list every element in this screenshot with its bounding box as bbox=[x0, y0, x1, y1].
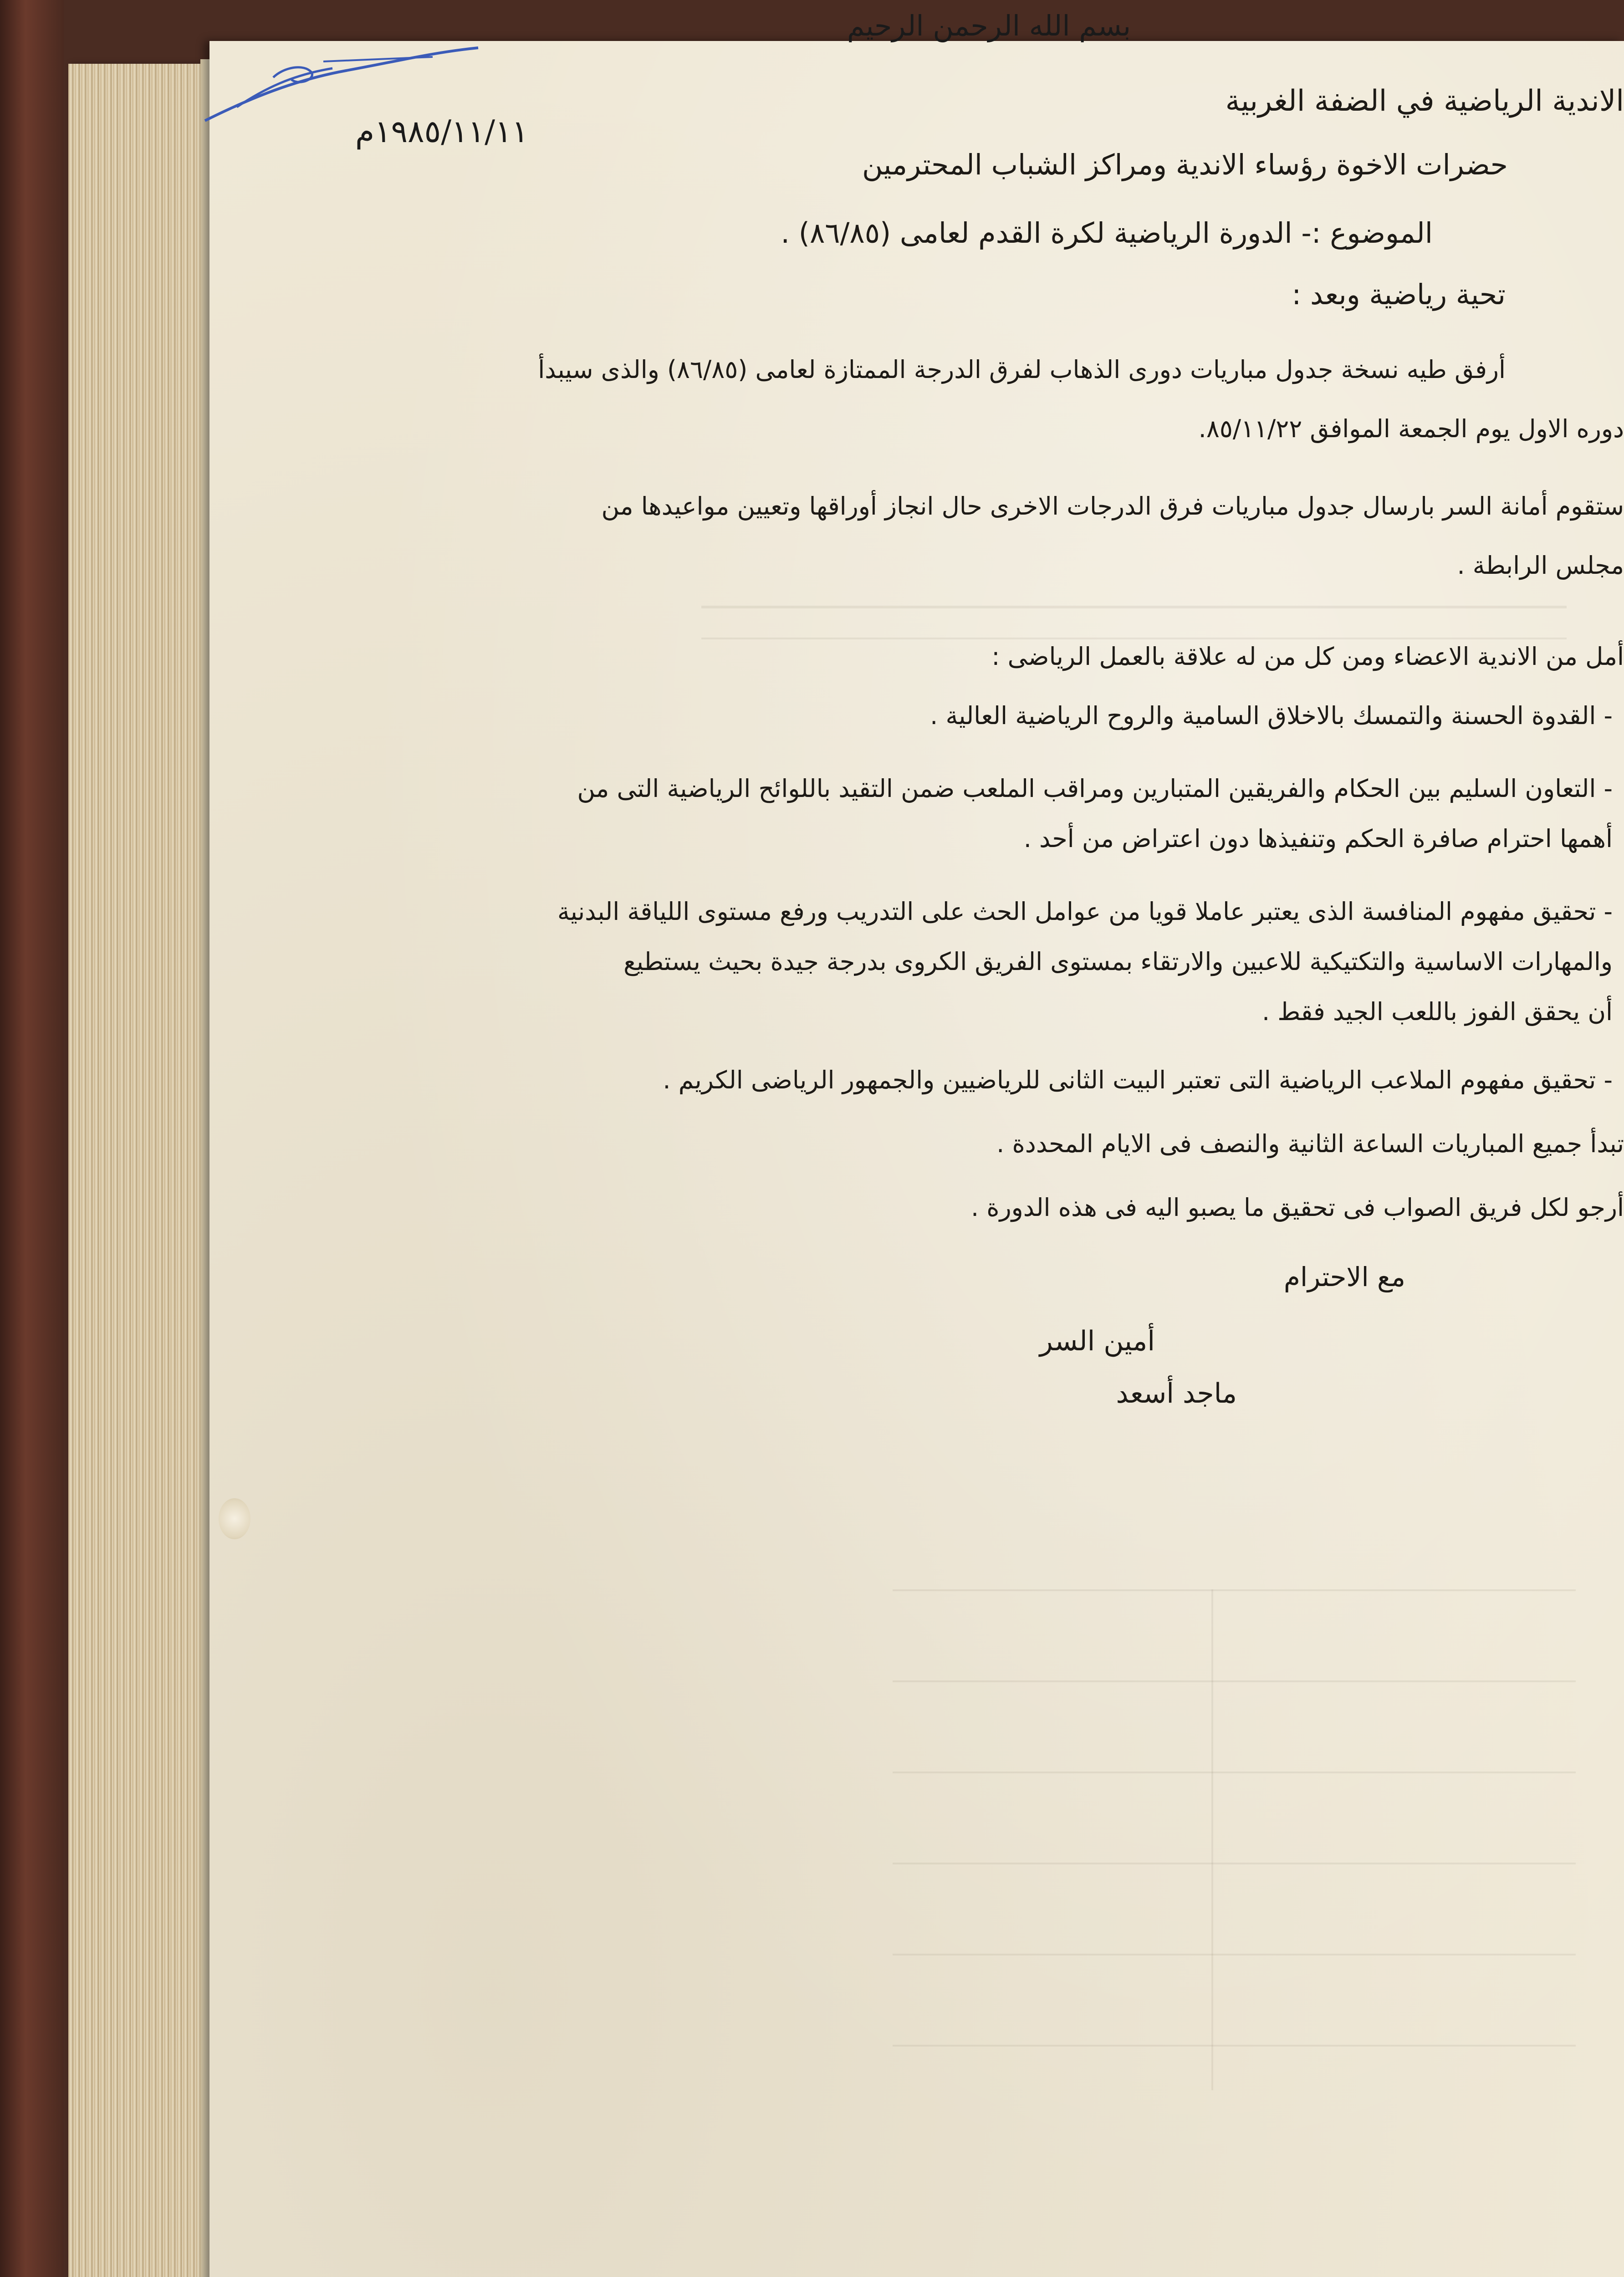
pen-scribble-icon bbox=[196, 43, 487, 134]
show-through-line bbox=[893, 1589, 1576, 1591]
salutation: حضرات الاخوة رؤساء الاندية ومراكز الشباب المحترمين bbox=[862, 148, 1508, 181]
body-line: أرجو لكل فريق الصواب فى تحقيق ما يصبو اليه فى هذه الدورة . bbox=[970, 1193, 1624, 1222]
body-line: دوره الاول يوم الجمعة الموافق ٨٥/١١/٢٢. bbox=[1198, 414, 1624, 443]
body-line: مجلس الرابطة . bbox=[1457, 551, 1624, 580]
greeting: تحية رياضية وبعد : bbox=[1292, 278, 1506, 311]
letter-date: ١٩٨٥/١١/١١م bbox=[355, 114, 529, 150]
bullet-item: - التعاون السليم بين الحكام والفريقين المتبارين ومراقب الملعب ضمن التقيد باللوائح الرياضية التى من bbox=[577, 774, 1613, 803]
body-line: أرفق طيه نسخة جدول مباريات دورى الذهاب لفرق الدرجة الممتازة لعامى (٨٦/٨٥) والذى سيبدأ bbox=[538, 355, 1506, 384]
show-through-line bbox=[893, 1863, 1576, 1864]
bullet-item: - تحقيق مفهوم المنافسة الذى يعتبر عاملا قويا من عوامل الحث على التدريب ورفع مستوى اللياقة البدنية bbox=[557, 897, 1613, 926]
bullet-item: - القدوة الحسنة والتمسك بالاخلاق السامية والروح الرياضية العالية . bbox=[930, 701, 1613, 730]
show-through-line bbox=[893, 2045, 1576, 2047]
show-through-line bbox=[1211, 1589, 1213, 2090]
subject-line: الموضوع :- الدورة الرياضية لكرة القدم لعامى (٨٦/٨٥) . bbox=[781, 216, 1433, 250]
show-through-line bbox=[893, 1954, 1576, 1955]
show-through-line bbox=[893, 1680, 1576, 1682]
body-line: ستقوم أمانة السر بارسال جدول مباريات فرق الدرجات الاخرى حال انجاز أوراقها وتعيين مواعيدها من bbox=[601, 492, 1624, 521]
show-through-line bbox=[701, 606, 1567, 608]
book-binding bbox=[0, 0, 64, 2277]
body-line: تبدأ جميع المباريات الساعة الثانية والنصف فى الايام المحددة . bbox=[996, 1129, 1624, 1158]
show-through-line bbox=[701, 638, 1567, 639]
page-stack bbox=[68, 64, 214, 2277]
basmala-header: بسم الله الرحمن الرحيم bbox=[847, 9, 1131, 42]
letterhead: الاندية الرياضية في الضفة الغربية bbox=[1225, 84, 1624, 118]
show-through-line bbox=[893, 1772, 1576, 1773]
body-line: أمل من الاندية الاعضاء ومن كل من له علاقة بالعمل الرياضى : bbox=[991, 642, 1624, 671]
punch-hole bbox=[219, 1498, 250, 1539]
bullet-continuation: والمهارات الاساسية والتكتيكية للاعبين والارتقاء بمستوى الفريق الكروى بدرجة جيدة بحيث يستطيع bbox=[623, 947, 1613, 976]
closing: مع الاحترام bbox=[1284, 1261, 1405, 1292]
bullet-continuation: أن يحقق الفوز باللعب الجيد فقط . bbox=[1261, 997, 1613, 1026]
letter-page bbox=[209, 9, 1624, 2277]
bullet-continuation: أهمها احترام صافرة الحكم وتنفيذها دون اعتراض من أحد . bbox=[1023, 824, 1613, 853]
bullet-item: - تحقيق مفهوم الملاعب الرياضية التى تعتبر البيت الثانى للرياضيين والجمهور الرياضى الكريم . bbox=[663, 1066, 1613, 1094]
signature-name: ماجد أسعد bbox=[1116, 1378, 1237, 1409]
signature-title: أمين السر bbox=[1039, 1325, 1155, 1357]
